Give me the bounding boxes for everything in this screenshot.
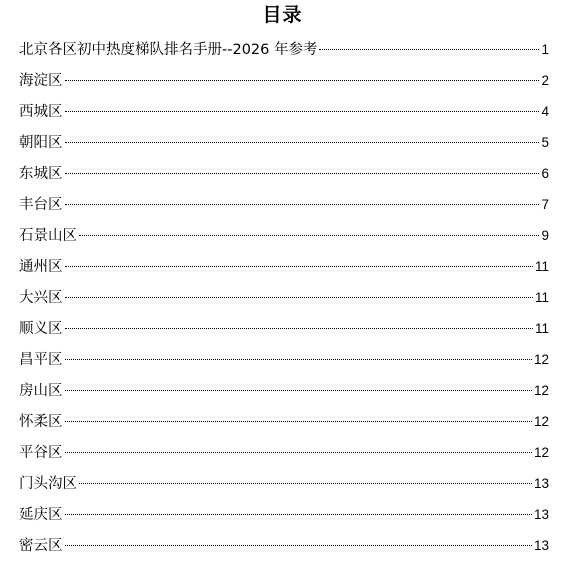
toc-entry-title[interactable]: 密云区 bbox=[19, 538, 63, 554]
dot-leader bbox=[79, 483, 532, 484]
toc-entry[interactable] bbox=[19, 65, 549, 96]
toc-entry[interactable] bbox=[19, 344, 549, 375]
dot-leader bbox=[65, 359, 532, 360]
toc-page-number[interactable]: 2 bbox=[541, 73, 549, 88]
toc-entry-title[interactable]: 通州区 bbox=[19, 259, 63, 275]
toc-entry-title[interactable]: 丰台区 bbox=[19, 197, 63, 213]
toc-entry[interactable] bbox=[19, 313, 549, 344]
toc-page-number[interactable]: 11 bbox=[534, 290, 549, 305]
toc-entry[interactable] bbox=[19, 499, 549, 530]
toc-page-number[interactable]: 6 bbox=[541, 166, 549, 181]
toc-page-number[interactable]: 12 bbox=[533, 352, 549, 367]
toc-page-number[interactable]: 5 bbox=[541, 135, 549, 150]
dot-leader bbox=[65, 514, 532, 515]
toc-entry-title[interactable]: 昌平区 bbox=[19, 352, 63, 368]
toc-entry-title[interactable]: 东城区 bbox=[19, 166, 63, 182]
toc-page-number[interactable]: 13 bbox=[533, 507, 549, 522]
toc-page-number[interactable]: 12 bbox=[533, 445, 549, 460]
toc-entry-title[interactable]: 延庆区 bbox=[19, 507, 63, 523]
toc-page-number[interactable]: 13 bbox=[533, 538, 549, 553]
toc-entry[interactable] bbox=[19, 406, 549, 437]
toc-entry[interactable] bbox=[19, 437, 549, 468]
dot-leader bbox=[65, 452, 532, 453]
toc-page-number[interactable]: 11 bbox=[534, 321, 549, 336]
toc-entry-title[interactable]: 朝阳区 bbox=[19, 135, 63, 151]
dot-leader bbox=[65, 390, 532, 391]
toc-heading: 目录 bbox=[262, 4, 303, 26]
dot-leader bbox=[65, 204, 540, 205]
toc-page-number[interactable]: 13 bbox=[533, 476, 549, 491]
dot-leader bbox=[65, 80, 540, 81]
toc-entry-title[interactable]: 房山区 bbox=[19, 383, 63, 399]
dot-leader bbox=[319, 49, 539, 50]
toc-page-number[interactable]: 9 bbox=[541, 228, 549, 243]
toc-entry[interactable] bbox=[19, 251, 549, 282]
toc-entry[interactable] bbox=[19, 375, 549, 406]
dot-leader bbox=[65, 421, 532, 422]
dot-leader bbox=[65, 142, 540, 143]
toc-page-number[interactable]: 12 bbox=[533, 383, 549, 398]
dot-leader bbox=[65, 173, 540, 174]
toc-entry[interactable] bbox=[19, 189, 549, 220]
toc-entry-title[interactable]: 大兴区 bbox=[19, 290, 63, 306]
toc-entry[interactable] bbox=[19, 282, 549, 313]
dot-leader bbox=[65, 266, 533, 267]
toc-entry[interactable] bbox=[19, 96, 549, 127]
toc-list bbox=[19, 34, 549, 561]
dot-leader bbox=[79, 235, 539, 236]
toc-entry-title[interactable]: 北京各区初中热度梯队排名手册--2026 年参考 bbox=[19, 42, 318, 58]
dot-leader bbox=[65, 297, 533, 298]
toc-entry[interactable] bbox=[19, 220, 549, 251]
dot-leader bbox=[65, 111, 540, 112]
toc-entry[interactable] bbox=[19, 158, 549, 189]
toc-entry-title[interactable]: 顺义区 bbox=[19, 321, 63, 337]
toc-entry[interactable] bbox=[19, 34, 549, 65]
toc-entry-title[interactable]: 西城区 bbox=[19, 104, 63, 120]
dot-leader bbox=[65, 545, 532, 546]
toc-page-number[interactable]: 12 bbox=[533, 414, 549, 429]
dot-leader bbox=[65, 328, 533, 329]
toc-entry-title[interactable]: 门头沟区 bbox=[19, 476, 77, 492]
toc-page-number[interactable]: 7 bbox=[541, 197, 549, 212]
toc-entry-title[interactable]: 平谷区 bbox=[19, 445, 63, 461]
toc-entry-title[interactable]: 海淀区 bbox=[19, 73, 63, 89]
toc-entry-title[interactable]: 石景山区 bbox=[19, 228, 77, 244]
toc-entry-title[interactable]: 怀柔区 bbox=[19, 414, 63, 430]
toc-page-number[interactable]: 11 bbox=[534, 259, 549, 274]
toc-entry[interactable] bbox=[19, 530, 549, 561]
toc-entry[interactable] bbox=[19, 127, 549, 158]
toc-entry[interactable] bbox=[19, 468, 549, 499]
toc-page-number[interactable]: 4 bbox=[541, 104, 549, 119]
toc-page-number[interactable]: 1 bbox=[541, 42, 549, 57]
